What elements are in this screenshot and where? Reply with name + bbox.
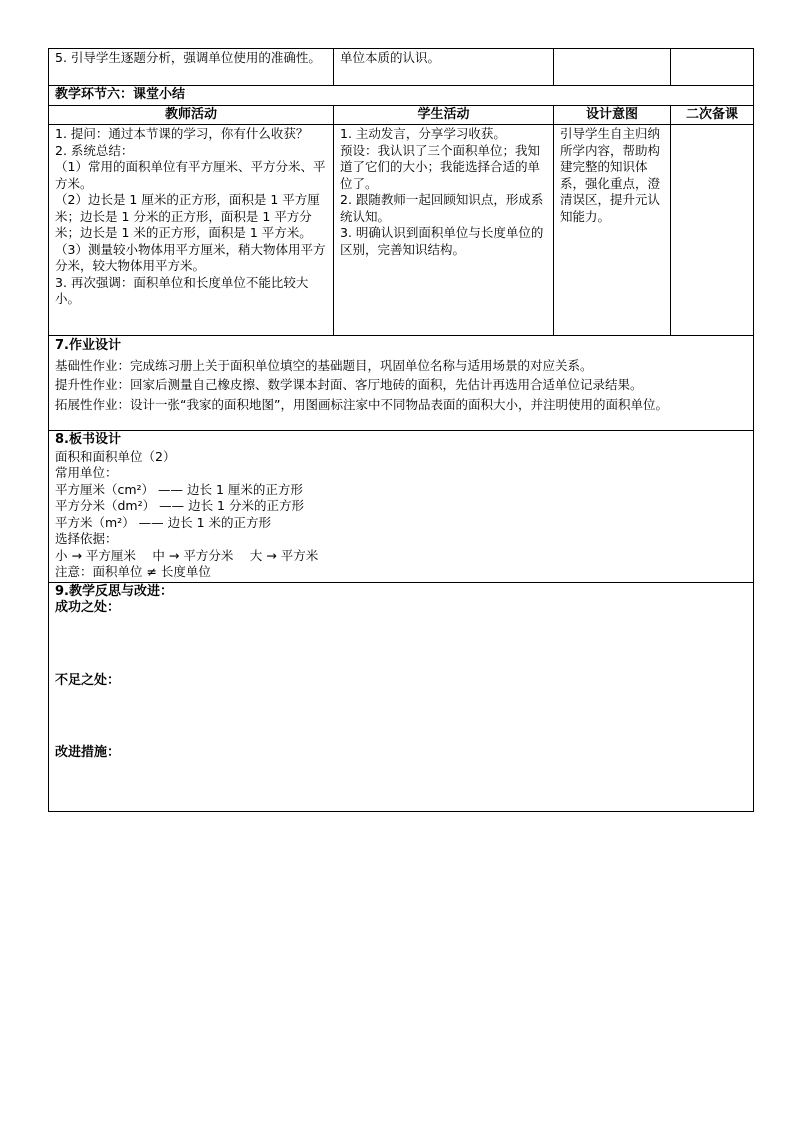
header-student-activity: 学生活动: [334, 105, 554, 125]
shortcoming-label: 不足之处：: [55, 672, 121, 688]
teacher-item: 1. 提问：通过本节课的学习，你有什么收获？: [55, 126, 309, 141]
teacher-item: （3）测量较小物体用平方厘米，稍大物体用平方分米，较大物体用平方米。: [55, 241, 326, 273]
section7-row: [49, 336, 754, 431]
student-item: 2. 跟随教师一起回顾知识点，形成系统认知。: [340, 192, 544, 224]
teacher-item: 2. 系统总结：: [55, 142, 134, 158]
section8-title: 8.板书设计: [55, 432, 121, 447]
reflection-cell: [49, 582, 754, 811]
student-activity-cell: [334, 49, 554, 86]
success-label: 成功之处：: [55, 600, 121, 615]
homework-basic: 基础性作业：完成练习册上关于面积单位填空的基础题目，巩固单位名称与适用场景的对应关系。: [55, 357, 593, 373]
lesson-plan-document: [48, 48, 753, 812]
teacher-item: （1）常用的面积单位有平方厘米、平方分米、平方米。: [55, 159, 326, 191]
board-design-cell: [49, 431, 754, 583]
design-intent-cell: [554, 49, 671, 86]
homework-improve: 提升性作业：回家后测量自己橡皮擦、数学课本封面、客厅地砖的面积，先估计再选用合适单位记录结果。: [55, 377, 643, 392]
student-activity-text: 单位本质的认识。: [340, 50, 441, 65]
student-item: 1. 主动发言，分享学习收获。: [340, 126, 506, 141]
section6-header-row: [49, 105, 754, 125]
board-line: 平方米（m²） —— 边长 1 米的正方形: [55, 514, 272, 530]
section6-content-row: [49, 125, 754, 336]
section9-title: 9.教学反思与改进：: [55, 583, 173, 599]
board-line: 注意：面积单位 ≠ 长度单位: [55, 564, 211, 579]
section6-title: 教学环节六：课堂小结: [49, 86, 754, 106]
board-line: 小 → 平方厘米 中 → 平方分米 大 → 平方米: [55, 547, 319, 563]
student-item: 3. 明确认识到面积单位与长度单位的区别，完善知识结构。: [340, 225, 544, 257]
header-design-intent: 设计意图: [554, 105, 671, 125]
header-teacher-activity: 教师活动: [49, 105, 334, 125]
lesson-plan-table: [48, 48, 754, 812]
board-line: 平方分米（dm²） —— 边长 1 分米的正方形: [55, 498, 304, 513]
header-second-prep: 二次备课: [671, 105, 754, 125]
teacher-item: （2）边长是 1 厘米的正方形，面积是 1 平方厘米；边长是 1 分米的正方形，面积是 1 平方分米；边长是 1 米的正方形，面积是 1 平方米。: [55, 192, 320, 240]
section6-intent-cell: [554, 125, 671, 336]
improve-label: 改进措施：: [55, 745, 121, 760]
homework-cell: [49, 336, 754, 431]
design-intent-text: 引导学生自主归纳所学内容，帮助构建完整的知识体系，强化重点，澄清误区，提升元认知能力。: [560, 126, 661, 224]
homework-extend: 拓展性作业：设计一张“我家的面积地图”，用图画标注家中不同物品表面的面积大小，并注明使用的面积单位。: [55, 396, 668, 412]
teacher-activity-cell: [49, 49, 334, 86]
board-line: 常用单位：: [55, 465, 118, 480]
second-prep-cell: [671, 49, 754, 86]
section6-title-row: [49, 86, 754, 106]
board-line: 选择依据：: [55, 531, 118, 546]
section7-title: 7.作业设计: [55, 338, 121, 353]
board-line: 平方厘米（cm²） —— 边长 1 厘米的正方形: [55, 481, 303, 497]
student-item: 预设：我认识了三个面积单位；我知道了它们的大小；我能选择合适的单位了。: [340, 142, 541, 191]
section6-second-prep-cell: [671, 125, 754, 336]
continuation-row: [49, 49, 754, 86]
board-line: 面积和面积单位（2）: [55, 448, 176, 464]
section8-row: [49, 431, 754, 583]
section9-row: [49, 582, 754, 811]
section6-student-cell: [334, 125, 554, 336]
teacher-activity-text: 5. 引导学生逐题分析，强调单位使用的准确性。: [55, 50, 321, 65]
section6-teacher-cell: [49, 125, 334, 336]
teacher-item: 3. 再次强调：面积单位和长度单位不能比较大小。: [55, 274, 309, 306]
